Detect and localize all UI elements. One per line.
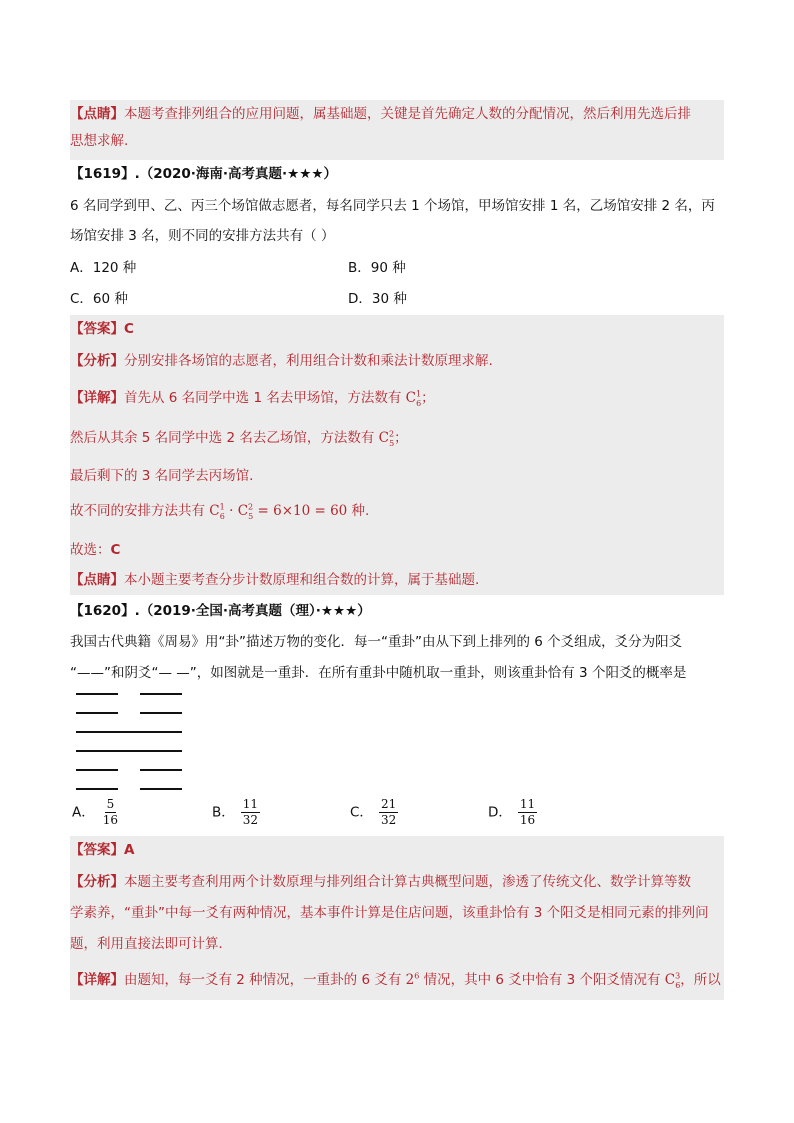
product-expression: $C^1_6 \cdot C^2_5 = 6\times 10 = 60$ [209, 502, 348, 521]
xiangjie-text: 首先从 6 名同学中选 1 名去甲场馆，方法数有 [124, 390, 406, 406]
combination-c52: $C^2_5$ [378, 429, 395, 448]
option-a-1620: A． $\frac{5}{16}$ [72, 797, 119, 827]
question-stem-1619: 6 名同学到甲、乙、丙三个场馆做志愿者，每名同学只去 1 个场馆，甲场馆安排 1 名，乙场馆安排 2 名，丙 [70, 198, 715, 214]
fenxi-line-1620-2: 学素养，“重卦”中每一爻有两种情况，基本事件计算是住店问题，该重卦恰有 3 个阳爻是相同元素的排列问 [70, 905, 709, 921]
fenxi-text: 本题主要考查利用两个计数原理与排列组合计算古典概型问题，渗透了传统文化、数学计算等数 [124, 874, 691, 890]
hexagram-yang-line [76, 731, 182, 733]
hexagram-yin-segment [140, 693, 182, 695]
xiangjie-line-1619: 【详解】首先从 6 名同学中选 1 名去甲场馆，方法数有 $C^1_6$； [70, 389, 435, 408]
question-stem-1620: 我国古代典籍《周易》用“卦”描述万物的变化．每一“重卦”由从下到上排列的 6 个爻组成，爻分为阳爻 [70, 634, 683, 650]
option-d-1620: D． $\frac{11}{16}$ [488, 797, 536, 827]
xiangjie-line-1620: 【详解】由题知，每一爻有 2 种情况，一重卦的 6 爻有 $2^6$ 情况，其中 6 爻中恰有 3 个阳爻情况有 $C^3_6$，所以 [70, 971, 721, 990]
xiangjie-line-1619-3: 最后剩下的 3 名同学去丙场馆. [70, 468, 254, 484]
hexagram-yin-segment [76, 693, 118, 695]
fenxi-line-1620-3: 题，利用直接法即可计算． [70, 936, 232, 952]
dianjing-tag: 【点睛】 [70, 106, 124, 122]
answer-value: A [124, 842, 135, 858]
answer-tag: 【答案】 [70, 842, 124, 858]
question-header-1619: 【1619】.（2020·海南·高考真题·★★★） [70, 166, 337, 182]
dianjing-block [70, 100, 724, 160]
hexagram-yin-segment [76, 712, 118, 714]
xiangjie-line-1619-4: 故不同的安排方法共有 $C^1_6 \cdot C^2_5 = 6\times 10 = 60$ 种. [70, 502, 370, 521]
power-expression: $2^6$ [405, 971, 420, 988]
answer-line-1619 [70, 319, 724, 339]
option-d-1619: D．30 种 [348, 291, 407, 307]
xiangjie-line-1619-2: 然后从其余 5 名同学中选 2 名去乙场馆，方法数有 $C^2_5$； [70, 429, 408, 448]
answer-value: C [124, 321, 134, 337]
dianjing-line-1619 [70, 570, 724, 590]
fenxi-line-1619 [70, 351, 724, 371]
dianjing-text: 本小题主要考查分步计数原理和组合数的计算，属于基础题. [124, 572, 480, 588]
xiangjie-tag: 【详解】 [70, 972, 124, 988]
fenxi-tag: 【分析】 [70, 353, 124, 369]
option-b-1619: B．90 种 [348, 260, 406, 276]
option-c-1620: C． $\frac{21}{32}$ [350, 797, 397, 827]
xiangjie-tag: 【详解】 [70, 390, 124, 406]
fenxi-tag: 【分析】 [70, 874, 124, 890]
dianjing-tag: 【点睛】 [70, 572, 124, 588]
fenxi-text: 分别安排各场馆的志愿者，利用组合计数和乘法计数原理求解. [124, 353, 493, 369]
hexagram-yin-segment [140, 788, 182, 790]
option-a-1619: A．120 种 [70, 260, 137, 276]
answer-tag: 【答案】 [70, 321, 124, 337]
combination-c63: $C^3_6$ [664, 971, 681, 990]
question-stem-1620-cont: “——”和阴爻“— —”，如图就是一重卦．在所有重卦中随机取一重卦，则该重卦恰有 3 个阳爻的概率是 [70, 665, 687, 681]
combination-c61: $C^1_6$ [405, 389, 422, 408]
hexagram-yin-segment [140, 769, 182, 771]
guxuan-line-1619: 故选：C [70, 542, 121, 558]
hexagram-figure [76, 688, 182, 792]
question-stem-1619-cont: 场馆安排 3 名，则不同的安排方法共有（ ） [70, 228, 335, 244]
dianjing-text-cont: 思想求解. [70, 133, 129, 149]
hexagram-yang-line [76, 750, 182, 752]
question-header-1620: 【1620】.（2019·全国·高考真题（理）·★★★） [70, 603, 371, 619]
hexagram-yin-segment [76, 769, 118, 771]
hexagram-yin-segment [76, 788, 118, 790]
option-c-1619: C．60 种 [70, 291, 128, 307]
fenxi-line-1620 [70, 872, 724, 892]
hexagram-yin-segment [140, 712, 182, 714]
dianjing-text: 本题考查排列组合的应用问题，属基础题，关键是首先确定人数的分配情况，然后利用先选后排 [124, 106, 691, 122]
option-b-1620: B． $\frac{11}{32}$ [212, 797, 259, 827]
answer-line-1620 [70, 840, 724, 860]
